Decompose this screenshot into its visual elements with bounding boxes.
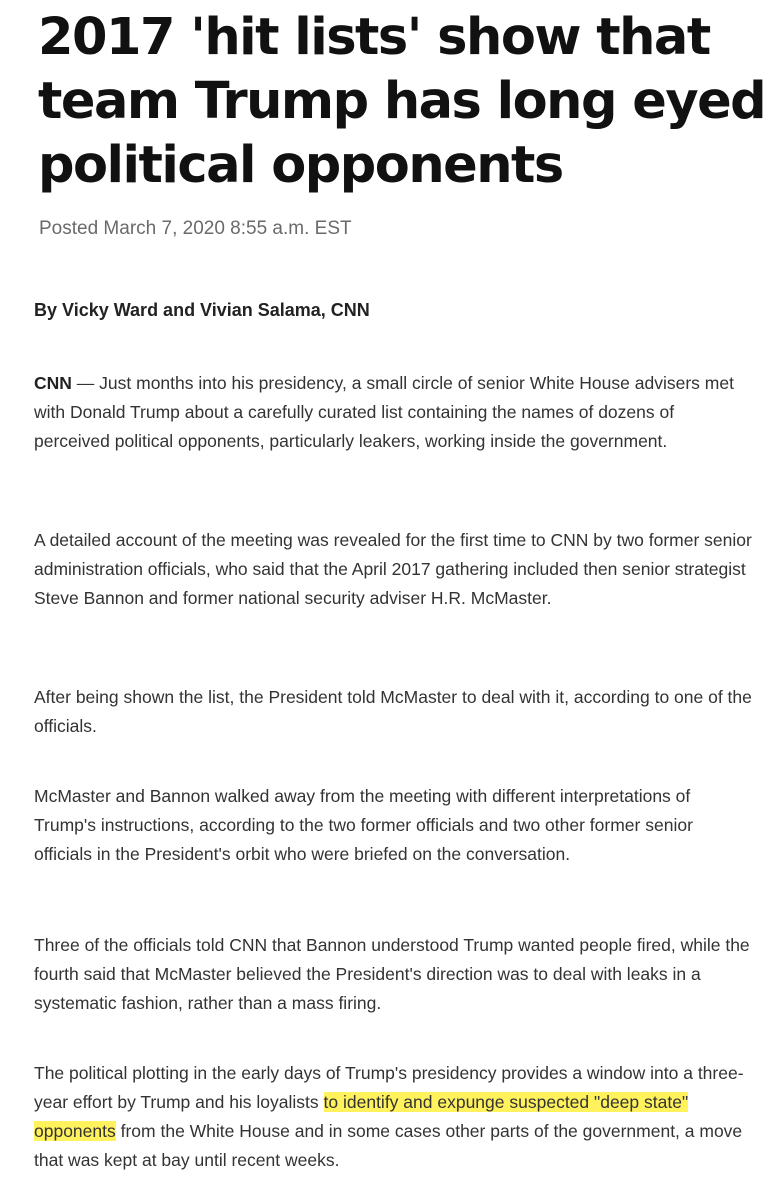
paragraph-5-text: Three of the officials told CNN that Bannon understood Trump wanted people fired, while the fourth said that McMaster believed the President's direction was to deal with leaks in a systematic fashion, rather than a mass firing. [34, 935, 750, 1013]
posted-date: Posted March 7, 2020 8:55 a.m. EST [39, 218, 352, 239]
source-dash: — [71, 373, 100, 393]
paragraph-4-text: McMaster and Bannon walked away from the meeting with different interpretations of Trump's instructions, according to the two former officials and two other former senior officials in the President's orbit who were briefed on the conversation. [34, 786, 693, 864]
paragraph-5 [34, 931, 754, 1018]
paragraph-4 [34, 782, 754, 869]
paragraph-2 [34, 526, 754, 613]
source-label: CNN [34, 373, 72, 393]
paragraph-6 [34, 1059, 754, 1175]
paragraph-1-text: Just months into his presidency, a small circle of senior White House advisers met with Donald Trump about a carefully curated list containing the names of dozens of perceived political opponents, particularly leakers, working inside the government. [34, 373, 734, 451]
highlighted-phrase: to identify and expunge suspected "deep state" opponents [34, 1092, 689, 1141]
paragraph-6-text-after: from the White House and in some cases other parts of the government, a move that was kept at bay until recent weeks. [34, 1121, 743, 1170]
article-headline: 2017 'hit lists' show that team Trump has long eyed political opponents [38, 8, 766, 195]
paragraph-2-text: A detailed account of the meeting was revealed for the first time to CNN by two former senior administration officials, who said that the April 2017 gathering included then senior strategist Steve Bannon and former national security adviser H.R. McMaster. [34, 530, 752, 608]
paragraph-6-text-before: The political plotting in the early days of Trump's presidency provides a window into a three-year effort by Trump and his loyalists [34, 1063, 744, 1112]
byline: By Vicky Ward and Vivian Salama, CNN [34, 300, 370, 320]
paragraph-1 [34, 369, 754, 456]
paragraph-3-text: After being shown the list, the President told McMaster to deal with it, according to one of the officials. [34, 687, 752, 736]
paragraph-3 [34, 683, 754, 741]
